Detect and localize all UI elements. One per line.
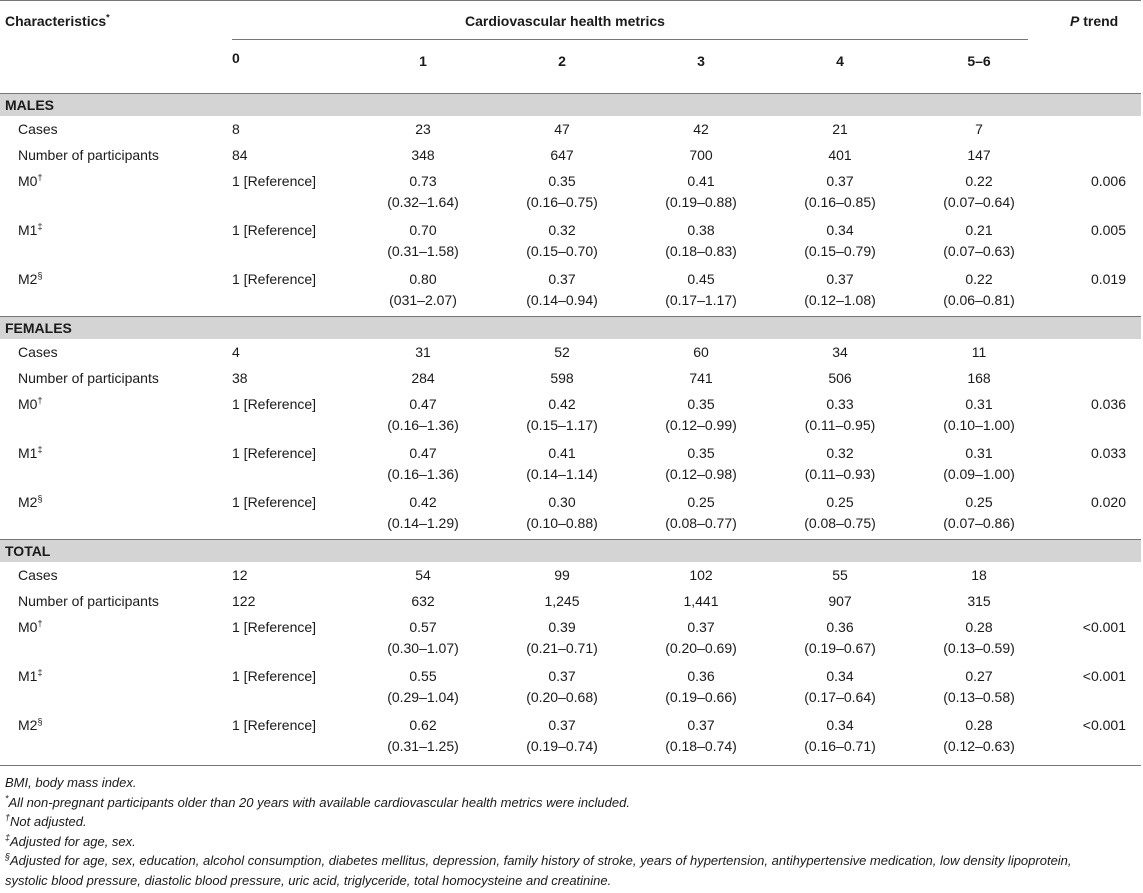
estimate-cell: 0.25	[826, 494, 854, 510]
model-label-mark: §	[37, 716, 43, 727]
participants-cell: 506	[828, 370, 852, 386]
cases-cell: 12	[232, 567, 248, 583]
estimate-cell: 0.32	[826, 445, 854, 461]
model-label-mark: ‡	[37, 667, 43, 678]
ci-cell: (0.15–1.17)	[526, 417, 598, 433]
estimate-cell: 0.36	[826, 619, 854, 635]
ci-cell: (0.20–0.68)	[526, 689, 598, 705]
estimate-cell: 0.45	[687, 271, 715, 287]
characteristics-header	[5, 13, 110, 29]
estimate-cell: 0.47	[409, 396, 437, 412]
ci-cell: (0.12–1.08)	[804, 292, 876, 308]
cases-cell: 4	[232, 344, 240, 360]
ci-cell: (0.31–1.58)	[387, 243, 459, 259]
footnote-mark: §	[5, 851, 11, 862]
row-label-participants: Number of participants	[18, 370, 159, 386]
section-title: TOTAL	[5, 543, 51, 559]
cases-cell: 54	[415, 567, 431, 583]
ci-cell: (0.17–1.17)	[665, 292, 737, 308]
ci-cell: (0.12–0.63)	[943, 738, 1015, 754]
characteristics-header-mark: *	[106, 12, 110, 23]
ci-cell: (0.16–1.36)	[387, 417, 459, 433]
ci-cell: (0.14–0.94)	[526, 292, 598, 308]
ci-cell: (0.13–0.58)	[943, 689, 1015, 705]
estimate-cell: 0.41	[687, 173, 715, 189]
ci-cell: (0.14–1.14)	[526, 466, 598, 482]
ci-cell: (0.07–0.63)	[943, 243, 1015, 259]
participants-cell: 284	[411, 370, 435, 386]
estimate-cell: 0.30	[548, 494, 576, 510]
group-header: Cardiovascular health metrics	[465, 13, 665, 29]
ci-cell: (0.21–0.71)	[526, 640, 598, 656]
model-label	[18, 393, 42, 415]
ci-cell: (0.15–0.70)	[526, 243, 598, 259]
estimate-cell: 0.73	[409, 173, 437, 189]
cases-cell: 23	[415, 121, 431, 137]
column-header-5: 5–6	[967, 53, 991, 69]
reference-cell: 1 [Reference]	[232, 668, 317, 684]
estimate-cell: 0.31	[965, 445, 993, 461]
cases-cell: 11	[971, 344, 987, 360]
p-trend-header-p: P	[1070, 13, 1080, 29]
cases-cell: 99	[554, 567, 570, 583]
ci-cell: (0.19–0.74)	[526, 738, 598, 754]
ci-cell: (0.08–0.75)	[804, 515, 876, 531]
ci-cell: (0.32–1.64)	[387, 194, 459, 210]
estimate-cell: 0.25	[965, 494, 993, 510]
participants-cell: 147	[967, 147, 991, 163]
model-label-text: M1	[18, 222, 38, 238]
estimate-cell: 0.39	[548, 619, 576, 635]
footnote-text: BMI, body mass index.	[5, 775, 137, 790]
participants-cell: 598	[550, 370, 574, 386]
estimate-cell: 0.70	[409, 222, 437, 238]
cases-cell: 34	[832, 344, 848, 360]
model-label	[18, 442, 42, 464]
row-label-cases: Cases	[18, 567, 58, 583]
cases-cell: 8	[232, 121, 240, 137]
p-trend-cell: 0.020	[1090, 494, 1126, 510]
cases-cell: 42	[693, 121, 709, 137]
model-label-mark: †	[37, 395, 43, 406]
section-band	[0, 317, 1141, 339]
reference-cell: 1 [Reference]	[232, 494, 317, 510]
footnote	[5, 773, 137, 792]
estimate-cell: 0.34	[826, 717, 854, 733]
model-label-text: M0	[18, 396, 38, 412]
column-header-3: 3	[697, 53, 705, 69]
model-label-text: M2	[18, 271, 38, 287]
cases-cell: 7	[975, 121, 983, 137]
participants-cell: 122	[232, 593, 256, 609]
estimate-cell: 0.37	[826, 271, 854, 287]
model-label-mark: †	[37, 172, 43, 183]
footnote	[5, 793, 630, 812]
cases-cell: 47	[554, 121, 570, 137]
p-trend-cell: 0.036	[1090, 396, 1126, 412]
ci-cell: (0.18–0.83)	[665, 243, 737, 259]
estimate-cell: 0.42	[409, 494, 437, 510]
estimate-cell: 0.37	[548, 717, 576, 733]
p-trend-cell: 0.006	[1090, 173, 1126, 189]
reference-cell: 1 [Reference]	[232, 619, 317, 635]
cases-cell: 55	[832, 567, 848, 583]
model-label	[18, 665, 42, 687]
row-label-cases: Cases	[18, 344, 58, 360]
estimate-cell: 0.31	[965, 396, 993, 412]
section-band	[0, 540, 1141, 562]
footnote	[5, 851, 1072, 870]
model-label-mark: ‡	[37, 444, 43, 455]
ci-cell: (0.07–0.86)	[943, 515, 1015, 531]
ci-cell: (0.29–1.04)	[387, 689, 459, 705]
p-trend-cell: 0.033	[1090, 445, 1126, 461]
estimate-cell: 0.22	[965, 271, 993, 287]
reference-cell: 1 [Reference]	[232, 445, 317, 461]
footnote-mark: †	[5, 812, 11, 823]
footnote	[5, 871, 611, 890]
section-title: MALES	[5, 97, 54, 113]
estimate-cell: 0.37	[687, 717, 715, 733]
participants-cell: 741	[689, 370, 713, 386]
p-trend-header	[1070, 13, 1118, 29]
model-label	[18, 714, 42, 736]
estimate-cell: 0.80	[409, 271, 437, 287]
estimate-cell: 0.41	[548, 445, 576, 461]
ci-cell: (0.16–1.36)	[387, 466, 459, 482]
cases-cell: 102	[689, 567, 713, 583]
participants-cell: 700	[689, 147, 713, 163]
ci-cell: (0.20–0.69)	[665, 640, 737, 656]
estimate-cell: 0.33	[826, 396, 854, 412]
model-label	[18, 170, 42, 192]
cases-cell: 21	[832, 121, 848, 137]
cases-cell: 18	[971, 567, 987, 583]
estimate-cell: 0.62	[409, 717, 437, 733]
footnote-mark: ‡	[5, 832, 11, 843]
footnote-text: Adjusted for age, sex.	[10, 833, 136, 849]
cases-cell: 31	[415, 344, 431, 360]
ci-cell: (0.09–1.00)	[943, 466, 1015, 482]
reference-cell: 1 [Reference]	[232, 271, 317, 287]
participants-cell: 632	[411, 593, 435, 609]
ci-cell: (0.19–0.66)	[665, 689, 737, 705]
estimate-cell: 0.37	[687, 619, 715, 635]
ci-cell: (0.14–1.29)	[387, 515, 459, 531]
ci-cell: (0.19–0.67)	[804, 640, 876, 656]
reference-cell: 1 [Reference]	[232, 717, 317, 733]
ci-cell: (0.17–0.64)	[804, 689, 876, 705]
ci-cell: (0.11–0.95)	[804, 417, 876, 433]
cases-cell: 60	[693, 344, 709, 360]
footnote-text: Not adjusted.	[10, 814, 87, 829]
estimate-cell: 0.28	[965, 717, 993, 733]
estimate-cell: 0.35	[548, 173, 576, 189]
footnote-text: All non-pregnant participants older than 20 years with available cardiovascular health metrics were included.	[8, 794, 630, 810]
estimate-cell: 0.21	[965, 222, 993, 238]
estimate-cell: 0.42	[548, 396, 576, 412]
estimate-cell: 0.37	[548, 271, 576, 287]
model-label-text: M2	[18, 717, 38, 733]
ci-cell: (0.16–0.75)	[526, 194, 598, 210]
ci-cell: (0.16–0.85)	[804, 194, 876, 210]
estimate-cell: 0.35	[687, 445, 715, 461]
participants-cell: 84	[232, 147, 248, 163]
model-label	[18, 268, 42, 290]
model-label-text: M1	[18, 445, 38, 461]
ci-cell: (0.08–0.77)	[665, 515, 737, 531]
participants-cell: 168	[967, 370, 991, 386]
row-label-participants: Number of participants	[18, 147, 159, 163]
estimate-cell: 0.34	[826, 668, 854, 684]
ci-cell: (0.16–0.71)	[804, 738, 876, 754]
participants-cell: 1,441	[683, 593, 719, 609]
footnote-mark: *	[5, 793, 9, 804]
estimate-cell: 0.47	[409, 445, 437, 461]
model-label-mark: §	[37, 270, 43, 281]
ci-cell: (0.15–0.79)	[804, 243, 876, 259]
ci-cell: (0.13–0.59)	[943, 640, 1015, 656]
participants-cell: 38	[232, 370, 248, 386]
ci-cell: (0.31–1.25)	[387, 738, 459, 754]
participants-cell: 348	[411, 147, 435, 163]
footnote-text: Adjusted for age, sex, education, alcohol consumption, diabetes mellitus, depression, family history of stroke, years of hypertension, antihypertensive medication, low density lipoprotein,	[10, 853, 1072, 868]
model-label-mark: †	[37, 618, 43, 629]
ci-cell: (0.07–0.64)	[943, 194, 1015, 210]
column-header-4: 4	[836, 53, 844, 69]
row-label-participants: Number of participants	[18, 593, 159, 609]
estimate-cell: 0.35	[687, 396, 715, 412]
ci-cell: (0.11–0.93)	[804, 466, 876, 482]
bottom-rule	[0, 765, 1141, 766]
p-trend-cell: 0.005	[1090, 222, 1126, 238]
top-rule	[0, 0, 1141, 1]
estimate-cell: 0.55	[409, 668, 437, 684]
p-trend-header-rest: trend	[1079, 13, 1119, 29]
model-label	[18, 491, 42, 513]
ci-cell: (031–2.07)	[389, 292, 457, 308]
model-label-mark: ‡	[37, 221, 43, 232]
estimate-cell: 0.32	[548, 222, 576, 238]
model-label-text: M1	[18, 668, 38, 684]
footnote	[5, 812, 87, 831]
column-header-1: 1	[419, 53, 427, 69]
estimate-cell: 0.25	[687, 494, 715, 510]
characteristics-header-text: Characteristics	[5, 13, 107, 29]
estimate-cell: 0.28	[965, 619, 993, 635]
estimate-cell: 0.38	[687, 222, 715, 238]
reference-cell: 1 [Reference]	[232, 396, 317, 412]
ci-cell: (0.19–0.88)	[665, 194, 737, 210]
participants-cell: 315	[967, 593, 991, 609]
participants-cell: 907	[828, 593, 852, 609]
model-label-text: M0	[18, 173, 38, 189]
ci-cell: (0.12–0.99)	[665, 417, 737, 433]
ci-cell: (0.10–0.88)	[526, 515, 598, 531]
footnote	[5, 832, 136, 851]
participants-cell: 647	[550, 147, 574, 163]
model-label-text: M0	[18, 619, 38, 635]
estimate-cell: 0.37	[548, 668, 576, 684]
footnote-text: systolic blood pressure, diastolic blood pressure, uric acid, triglyceride, total homocysteine and creatinine.	[5, 872, 612, 888]
model-label-text: M2	[18, 494, 38, 510]
model-label-mark: §	[37, 493, 43, 504]
estimate-cell: 0.57	[409, 619, 437, 635]
reference-cell: 1 [Reference]	[232, 222, 317, 238]
participants-cell: 1,245	[544, 593, 580, 609]
group-underline	[232, 39, 1028, 40]
p-trend-cell: <0.001	[1082, 668, 1126, 684]
section-title: FEMALES	[5, 320, 72, 336]
estimate-cell: 0.36	[687, 668, 715, 684]
ci-cell: (0.18–0.74)	[665, 738, 737, 754]
p-trend-cell: <0.001	[1082, 619, 1126, 635]
row-label-cases: Cases	[18, 121, 58, 137]
ci-cell: (0.06–0.81)	[943, 292, 1015, 308]
column-header-2: 2	[558, 53, 566, 69]
participants-cell: 401	[828, 147, 852, 163]
estimate-cell: 0.22	[965, 173, 993, 189]
reference-cell: 1 [Reference]	[232, 173, 317, 189]
ci-cell: (0.30–1.07)	[387, 640, 459, 656]
p-trend-cell: 0.019	[1090, 271, 1126, 287]
section-band	[0, 94, 1141, 116]
model-label	[18, 219, 42, 241]
estimate-cell: 0.34	[826, 222, 854, 238]
estimate-cell: 0.27	[965, 668, 993, 684]
model-label	[18, 616, 42, 638]
column-header-0: 0	[232, 50, 240, 66]
cases-cell: 52	[554, 344, 570, 360]
estimate-cell: 0.37	[826, 173, 854, 189]
ci-cell: (0.10–1.00)	[943, 417, 1015, 433]
ci-cell: (0.12–0.98)	[665, 466, 737, 482]
p-trend-cell: <0.001	[1082, 717, 1126, 733]
